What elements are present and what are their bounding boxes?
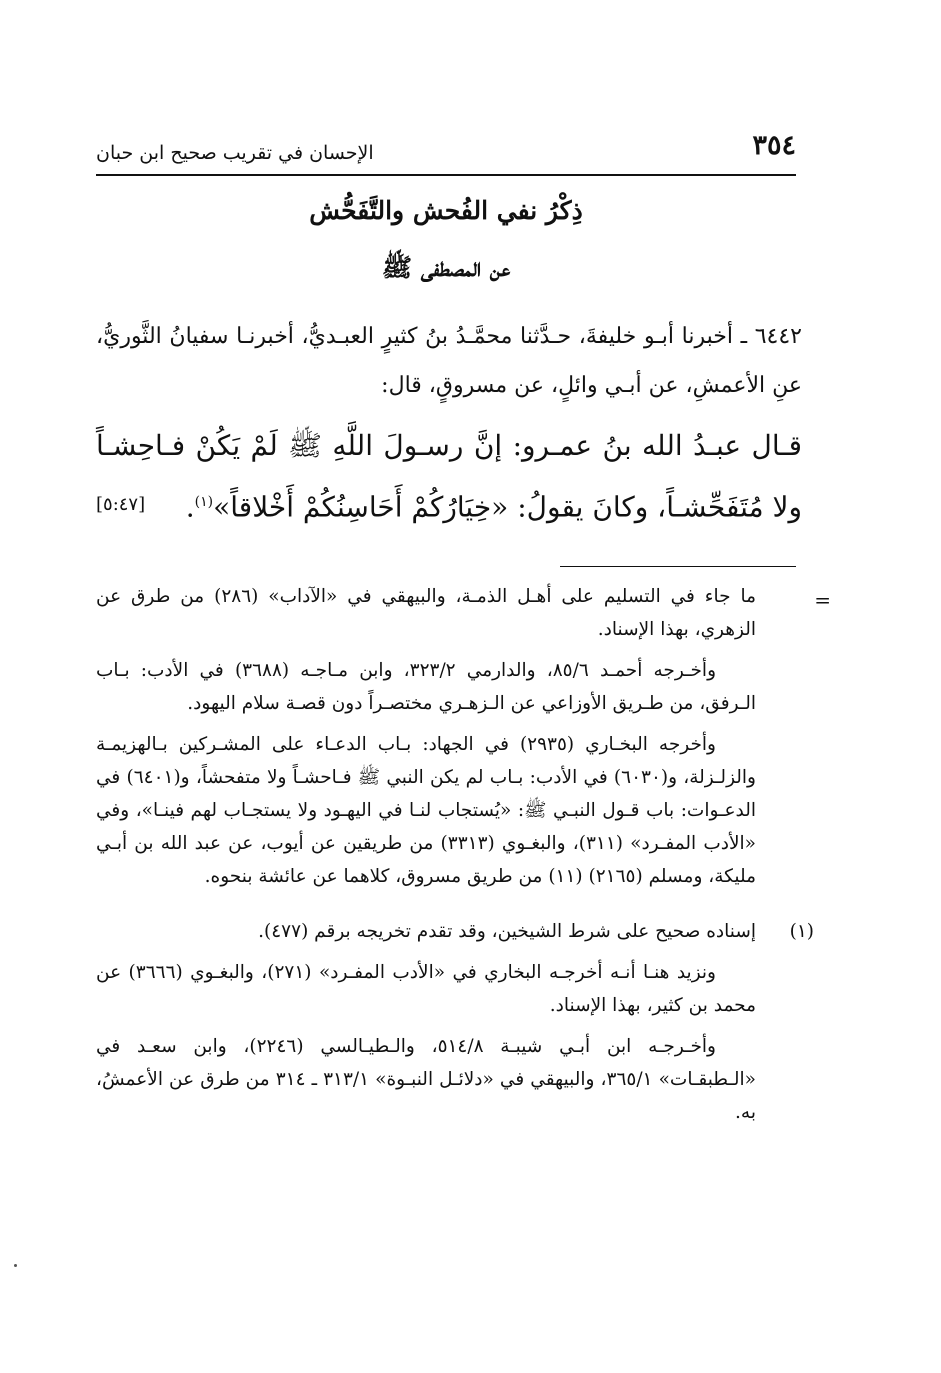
- footnotes: [96, 580, 814, 1137]
- footnote-paragraph: وأخـرجه أحمـد ٨٥/٦، والدارمي ٣٢٣/٢، وابن مـاجـه (٣٦٨٨) في الأدب: بـاب الـرفق، من طـريق الأوزاعي عن الـزهـري مختصـراً دون قصـة سلام اليهود.: [96, 660, 756, 714]
- chapter-heading: ذِكْرُ نفي الفُحش والتَّفَحُّش: [309, 196, 583, 225]
- hadith-matn: قـال عبـدُ الله بنُ عمـرو: إنَّ رسـولَ اللَّهِ ﷺ لَمْ يَكُنْ فـاحِشـاً ولا مُتَفَحِّشـاً، وكانَ يقولُ: «خِيَارُكُمْ أَحَاسِنُكُمْ أَخْلاقاً»$^{(١)}$. [٥:٤٧]: [96, 418, 802, 535]
- footnote-paragraph: وأخـرجـه ابن أبـي شيبـة ٥١٤/٨، والـطيـالسي (٢٢٤٦)، وابن سعـد في «الـطبقـات» ٣٦٥/١، والبيهقي في «دلائـل النبـوة» ٣١٣/١ ـ ٣١٤ من طرق عن الأعمشُ، به.: [96, 1036, 757, 1123]
- hadith-matn-text: قـال عبـدُ الله بنُ عمـرو: إنَّ رسـولَ اللَّهِ ﷺ لَمْ يَكُنْ فـاحِشـاً ولا مُتَفَحِّشـاً، وكانَ يقولُ: «خِيَارُكُمْ أَحَاسِنُكُمْ أَخْلاقاً»: [96, 429, 802, 524]
- footnote-divider: [560, 566, 796, 567]
- footnote-paragraph: وأخرجه البخـاري (٢٩٣٥) في الجهاد: بـاب الدعـاء على المشـركين بـالهزيمـة والزلـزلة، و(٦٠٣٠) في الأدب: بـاب لم يكن النبي ﷺ فـاحشـاً ولا متفحشاً، و(٦٤٠١) في الدعـوات: باب قـول النبـي ﷺ: «يُستجاب لنـا في اليهـود ولا يستجـاب لهم فينـا»، وفي «الأدب المفـرد» (٣١١)، والبغـوي (٣٣١٣) من طريقين عن أيوب، عن عبد الله بن أبـي مليكة، ومسلم (٢١٦٥) (١١) من طريق مسروق، كلاهما عن عائشة بنحوه.: [96, 734, 756, 887]
- chapter-subheading: عن المصطفى ﷺ: [381, 253, 511, 282]
- footnote-paragraph: ما جاء في التسليم على أهـل الذمـة، والبيهقي في «الآداب» (٢٨٦) من طرق عن الزهري، بهذا الإسناد.: [96, 586, 757, 640]
- page-number: ٣٥٤: [752, 130, 796, 161]
- footnote-paragraph: ونزيد هنـا أنـه أخرجـه البخاري في «الأدب المفـرد» (٢٧١)، والبغـوي (٣٦٦٦) عن محمد بن كثير، بهذا الإسناد.: [96, 962, 756, 1016]
- footnote-paragraph: إسناده صحيح على شرط الشيخين، وقد تقدم تخريجه برقم (٤٧٧).: [258, 921, 756, 942]
- footnote-marker: (١): [194, 494, 214, 510]
- page-header: [96, 124, 796, 174]
- hadith-reference: [٥:٤٧]: [96, 494, 146, 516]
- hadith-text: [96, 312, 802, 535]
- hadith-isnad: ٦٤٤٢ ـ أخبرنا أبـو خليفةَ، حـدَّثنا محمَّـدُ بنُ كثيرٍ العبـديُّ، أخبرنـا سفيانُ الثَّوريُّ، عنِ الأعمشِ، عن أبـي وائلٍ، عن مسروقٍ، قال:: [96, 324, 802, 398]
- footnote-1: [96, 915, 814, 948]
- footnote-number: (١): [789, 921, 814, 942]
- continuation-mark: =: [814, 588, 831, 612]
- header-divider: [96, 174, 796, 176]
- scan-speck: [14, 1264, 17, 1267]
- running-title: الإحسان في تقريب صحيح ابن حبان: [96, 142, 374, 164]
